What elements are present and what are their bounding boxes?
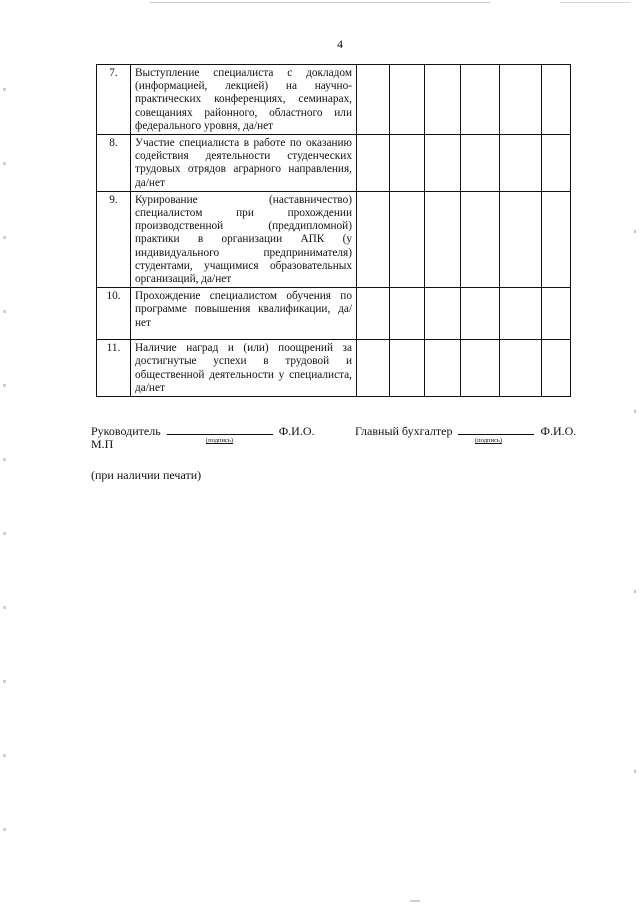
row-description: Прохождение специалистом обучения по программе повышения квалификации, да/нет [131,288,357,340]
empty-cell [500,65,542,135]
empty-cell [425,288,461,340]
row-number: 8. [97,135,131,192]
empty-cell [357,135,390,192]
empty-cell [542,288,571,340]
head-label: Руководитель [91,424,161,438]
empty-cell [461,65,500,135]
empty-cell [425,135,461,192]
head-signature-caption: (подпись) [206,437,233,444]
empty-cell [357,340,390,397]
empty-cell [461,340,500,397]
page-number: 4 [337,37,343,51]
empty-cell [461,135,500,192]
criteria-table [96,64,571,397]
empty-cell [390,65,425,135]
table-row [97,191,571,287]
empty-cell [390,191,425,287]
empty-cell [461,288,500,340]
empty-cell [357,288,390,340]
head-fio: Ф.И.О. [278,424,315,438]
row-description: Наличие наград и (или) поощрений за достигнутые успехи в трудовой и общественной деятельности у специалиста, да/нет [131,340,357,397]
stamp-note: (при наличии печати) [91,468,202,482]
empty-cell [500,135,542,192]
empty-cell [500,288,542,340]
row-description: Участие специалиста в работе по оказанию содействия деятельности студенческих трудовых отрядов аграрного направления, да/нет [131,135,357,192]
empty-cell [542,340,571,397]
empty-cell [500,191,542,287]
row-number: 7. [97,65,131,135]
empty-cell [357,65,390,135]
scan-artifact-bottom [410,900,420,902]
table-row [97,340,571,397]
row-description: Выступление специалиста с докладом (информацией, лекцией) на научно-практических конференциях, семинарах, совещаниях районного, областного или федерального уровня, да/нет [131,65,357,135]
table-row [97,288,571,340]
empty-cell [390,135,425,192]
empty-cell [390,288,425,340]
empty-cell [542,191,571,287]
scan-artifact-top-right [560,2,630,3]
row-number: 10. [97,288,131,340]
accountant-label: Главный бухгалтер [355,424,453,438]
table-row [97,135,571,192]
binding-margin-marks [3,60,6,900]
row-description: Курирование (наставничество) специалистом при прохождении производственной (преддипломной) практики в организации АПК (у индивидуального предпринимателя) студентами, учащимися образовательных организаций, да/нет [131,191,357,287]
row-number: 11. [97,340,131,397]
table-row [97,65,571,135]
accountant-signature-caption: (подпись) [475,437,502,444]
empty-cell [542,65,571,135]
empty-cell [542,135,571,192]
empty-cell [500,340,542,397]
accountant-fio: Ф.И.О. [540,424,577,438]
head-signature-line [167,424,273,435]
stamp-place-label: М.П [91,437,114,451]
empty-cell [425,65,461,135]
empty-cell [390,340,425,397]
right-margin-marks [634,140,636,880]
accountant-signature-block [355,424,576,439]
head-signature-block [91,424,315,439]
empty-cell [461,191,500,287]
scan-artifact-top [150,2,490,3]
accountant-signature-line [458,424,534,435]
row-number: 9. [97,191,131,287]
empty-cell [425,191,461,287]
empty-cell [425,340,461,397]
empty-cell [357,191,390,287]
